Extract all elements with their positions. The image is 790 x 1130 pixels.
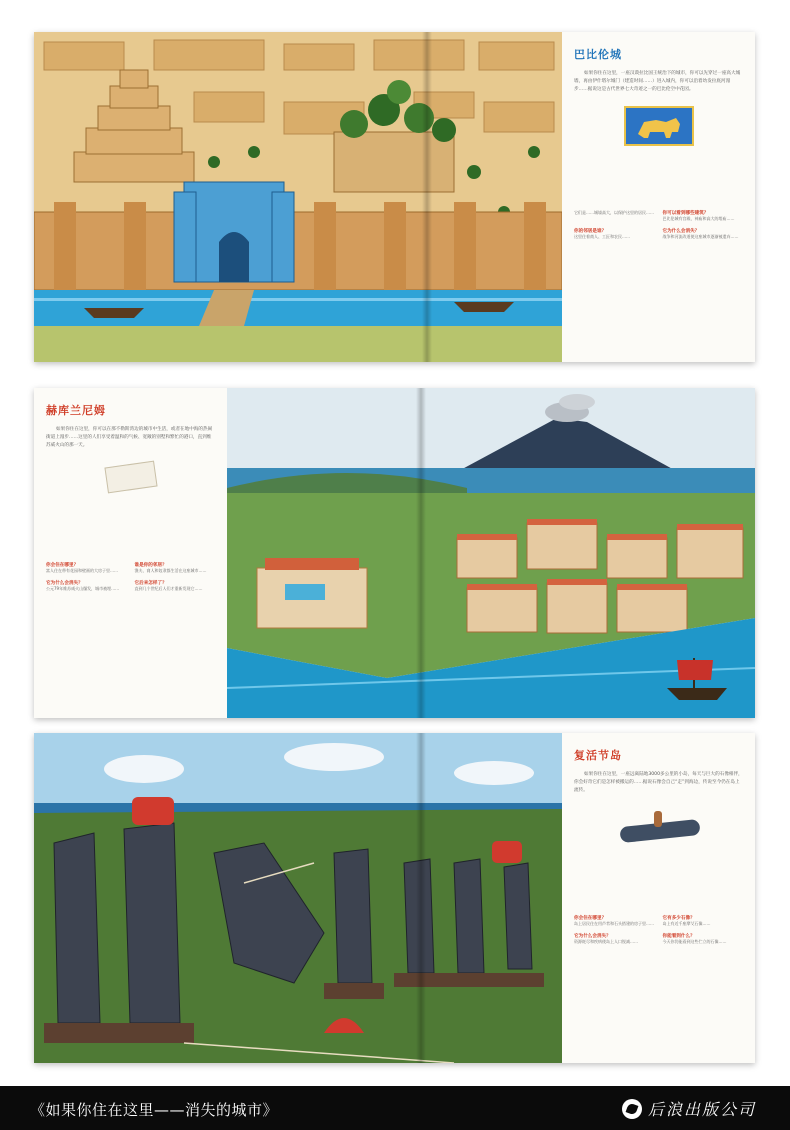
- sidebar: [574, 204, 743, 241]
- sidebar-block: [46, 574, 127, 592]
- sidebar-block: [135, 556, 216, 574]
- herculaneum-text-panel: [34, 388, 227, 718]
- sidebar-answer: 它们是……城墙高大，以保护这里的居民……: [574, 210, 654, 215]
- sidebar-question: 你可以看到哪些建筑？: [662, 211, 709, 216]
- sidebar-answer: 今天你仍能看到这些伫立的石像……: [662, 939, 727, 945]
- spread-gutter: [422, 32, 432, 362]
- sidebar-question: 它为什么会消失？: [574, 934, 611, 940]
- sidebar-question: 你会住在哪里？: [46, 563, 79, 568]
- sidebar-answer: 这里住着商人、工匠和农民……: [574, 234, 630, 240]
- babylon-city-art: [34, 32, 562, 362]
- spread-heading: 赫库兰尼姆: [46, 404, 106, 417]
- sidebar-question: 它后来怎样了？: [134, 581, 167, 587]
- sidebar-answer: 资源耗尽和疾病使岛上人口锐减……: [574, 939, 638, 945]
- sidebar-answer: 直到几个世纪后人们才重新发现它……: [134, 586, 203, 592]
- intro-paragraph: 如果你住在这里，一座汉谟拉比国王统治下的城市，你可以先穿过一座高大城墙，再由伊什塔尔城门（建造时间……）进入城内，你可以沿着幼发拉底河漫步……据说这是古代世界七大奇迹之一的巴比伦空中花园。: [574, 71, 741, 92]
- publisher-logo: [622, 1097, 756, 1120]
- babylon-text-panel: [562, 32, 755, 362]
- spread-heading: 复活节岛: [574, 749, 622, 762]
- sidebar-answer: 巴比伦城有宫殿、神庙和高大的塔庙……: [662, 216, 735, 221]
- sidebar-block: [574, 222, 655, 240]
- sidebar: [46, 556, 215, 593]
- spread-easter-island: [34, 733, 755, 1063]
- sidebar-block: [663, 909, 744, 927]
- sidebar-answer: 岛上居民住在用芦苇和石头搭建的房子里……: [574, 921, 654, 926]
- sidebar-answer: 渔夫、商人和奴隶都生活在这座城市……: [134, 568, 207, 573]
- sidebar-question: 它为什么会消失？: [46, 581, 83, 587]
- intro-paragraph: 如果你住在这里，一座远离陆地3000多公里的小岛，每天与巨大的石像相伴，你会好奇它们是怎样被搬运的……据说石像会自己“走”到海边，传说至今仍在岛上流传。: [574, 772, 743, 793]
- publisher-mark-icon: [622, 1099, 642, 1119]
- spread-babylon: [34, 32, 755, 362]
- sidebar: [574, 909, 743, 946]
- moai-art: [34, 733, 562, 1063]
- spread-gutter: [416, 733, 426, 1063]
- sidebar-block: [574, 909, 655, 927]
- babylon-illustration: [34, 32, 562, 362]
- sidebar-question: 你能看到什么？: [662, 934, 695, 940]
- intro-paragraph: 如果你住在这里，你可以在那不勒斯湾边的城市中生活，或者在地中海的热闹街道上漫步……这里的人们享受着温和的气候、宽敞的别墅和繁忙的港口，直到维苏威火山的那一天。: [46, 427, 213, 448]
- sidebar-question: 它为什么会消失？: [662, 229, 700, 235]
- footer-bar: [0, 1086, 790, 1130]
- sidebar-block: [135, 574, 216, 592]
- sidebar-block: [663, 222, 744, 240]
- herculaneum-city-art: [227, 388, 755, 718]
- publisher-name: 后浪出版公司: [647, 1100, 756, 1119]
- moai-transport-image: [614, 811, 704, 841]
- scroll-image: [104, 461, 157, 494]
- sidebar-answer: 富人住在带有花园和壁画的大房子里……: [46, 568, 118, 573]
- sidebar-block: [663, 927, 744, 945]
- book-title: 《如果你住在这里——消失的城市》: [30, 1101, 279, 1119]
- sidebar-answer: 岛上有近千座摩艾石像……: [662, 921, 711, 926]
- herculaneum-illustration: [227, 388, 755, 718]
- spread-heading: 巴比伦城: [574, 48, 622, 61]
- sidebar-answer: 公元79年维苏威火山爆发，城市被埋……: [46, 586, 120, 592]
- easter-island-text-panel: [562, 733, 755, 1063]
- sidebar-question: 谁是你的邻居？: [134, 563, 167, 568]
- sidebar-question: 它有多少石像？: [662, 916, 695, 921]
- spread-gutter: [416, 388, 426, 718]
- sidebar-block: [663, 204, 744, 222]
- lion-icon: [626, 108, 692, 144]
- sidebar-question: 你的邻居是谁？: [574, 229, 607, 235]
- easter-island-illustration: [34, 733, 562, 1063]
- sidebar-answer: 战争和河流改道使这座城市逐渐被遗弃……: [662, 234, 739, 240]
- sidebar-block: [46, 556, 127, 574]
- sidebar-block: [574, 204, 655, 222]
- spread-herculaneum: [34, 388, 755, 718]
- sidebar-block: [574, 927, 655, 945]
- sidebar-question: 你会住在哪里？: [574, 916, 607, 921]
- lion-tile-image: [624, 106, 694, 146]
